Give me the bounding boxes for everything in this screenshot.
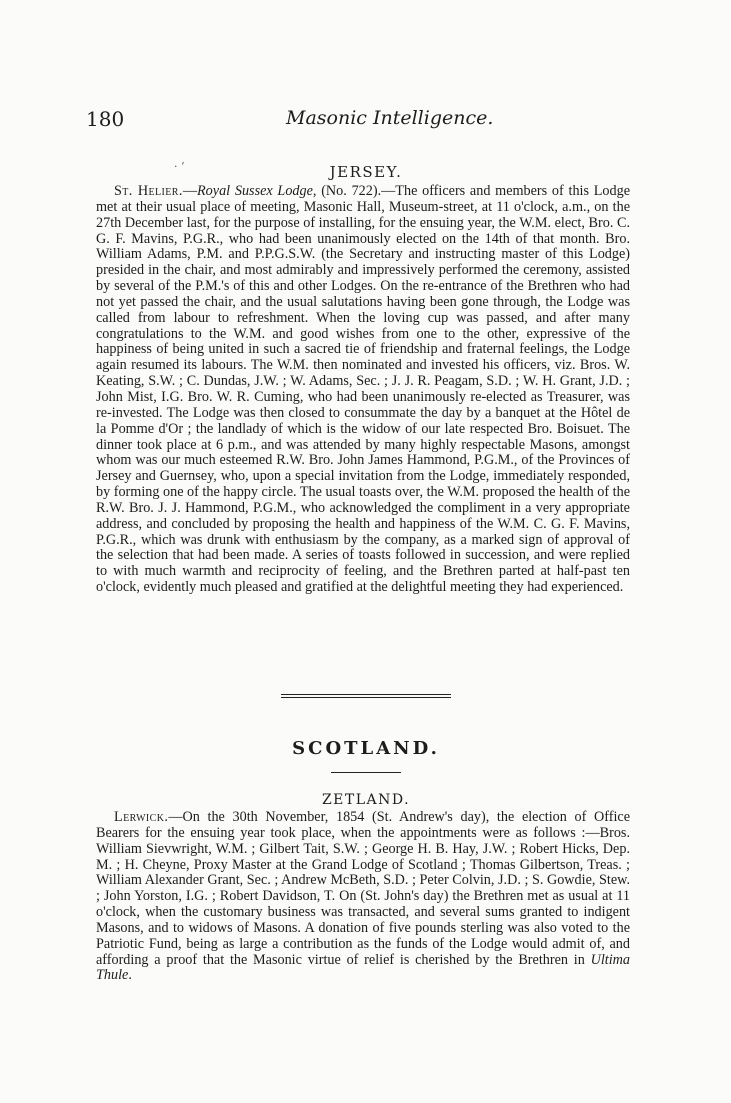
- zetland-italic-phrase: Ultima Thule: [96, 951, 630, 984]
- section-divider-top: [281, 694, 451, 695]
- zetland-body-text: —On the 30th November, 1854 (St. Andrew's day), the election of Office Bearers for the ensuing year took place, when the appointments were as follows :—Bros. William Sievwright, W.M. ; Gilbert Tait, S.W. ; George H. B. Hay, J.W. ; Robert Hicks, Dep. M. ; H. Cheyne, Proxy Master at the Grand Lodge of Scotland ; Thomas Gilbertson, Treas. ; William Alexander Grant, Sec. ; Andrew McBeth, S.D. ; Peter Colvin, J.D. ; S. Gowdie, Stew. ; John Yorston, I.G. ; Robert Davidson, T. On (St. John's day) the Brethren met as usual at 11 o'clock, when the customary business was transacted, and several sums granted to indigent Masons, and to widows of Masons. A donation of five pounds sterling was also voted to the Patriotic Fund, being as large a contribution as the funds of the Lodge would admit of, and affording a proof that the Masonic virtue of relief is cherished by the Brethren in: [96, 809, 630, 968]
- zetland-lead-place: Lerwick.: [114, 809, 169, 825]
- zetland-body-end: .: [128, 967, 132, 984]
- jersey-lead-dash: —: [182, 183, 198, 199]
- jersey-lead-place: St. Helier.: [114, 183, 183, 199]
- section-heading-zetland: ZETLAND.: [321, 792, 411, 808]
- zetland-paragraph: [96, 810, 630, 984]
- page-number: 180: [86, 107, 125, 131]
- page-header: [86, 107, 646, 133]
- subsection-divider: [331, 772, 401, 773]
- zetland-article: [96, 810, 630, 984]
- section-heading-scotland: SCOTLAND.: [292, 738, 440, 759]
- jersey-paragraph: [96, 184, 630, 596]
- jersey-lodge-name: Royal Sussex Lodge,: [197, 183, 317, 199]
- section-heading-jersey: JERSEY.: [329, 163, 403, 181]
- section-divider-bottom: [281, 697, 451, 698]
- running-title: Masonic Intelligence.: [286, 107, 494, 129]
- jersey-article: [96, 184, 630, 596]
- jersey-body-text: (No. 722).—The officers and members of this Lodge met at their usual place of meeting, Masonic Hall, Museum-street, at 11 o'clock, a.m., on the 27th December last, for the purpose of installing, for the ensuing year, the W.M. elect, Bro. C. G. F. Mavins, P.G.R., who had been unanimously elected on the 14th of that month. Bro. William Adams, P.M. and P.P.G.S.W. (the Secretary and instructing master of this Lodge) presided in the chair, and most admirably and impressively performed the ceremony, assisted by several of the P.M.'s of this and other Lodges. On the re-entrance of the Brethren who had not yet passed the chair, and the usual salutations having been gone through, the Lodge was called from labour to refreshment. When the loving cup was passed, and after many congratulations to the W.M. and good wishes from one to the other, expressive of the happiness of being united in such a sacred tie of friendship and fraternal feelings, the Lodge again resumed its labours. The W.M. then nominated and invested his officers, viz. Bros. W. Keating, S.W. ; C. Dundas, J.W. ; W. Adams, Sec. ; J. J. R. Peagam, S.D. ; W. H. Grant, J.D. ; John Mist, I.G. Bro. W. R. Cuming, who had been unanimously re-elected as Treasurer, was re-invested. The Lodge was then closed to consummate the day by a banquet at the Hôtel de la Pomme d'Or ; the landlady of which is the widow of our late respected Bro. Boisuet. The dinner took place at 6 p.m., and was attended by many highly respectable Masons, amongst whom was our much esteemed R.W. Bro. John James Hammond, P.G.M., of the Provinces of Jersey and Guernsey, who, upon a special invitation from the Lodge, immediately responded, by forming one of the happy circle. The usual toasts over, the W.M. proposed the health of the R.W. Bro. J. J. Hammond, P.G.M., who acknowledged the compliment in a very appropriate address, and concluded by proposing the health and happiness of the W.M. C. G. F. Mavins, P.G.R., which was drunk with enthusiasm by the company, as a marked sign of approval of the selection that had been made. A series of toasts followed in succession, and were replied to with much warmth and reciprocity of feeling, and the Brethren parted at half-past ten o'clock, evidently much pleased and gratified at the delightful meeting they had experienced.: [96, 183, 630, 596]
- stray-mark: · ‘: [174, 160, 185, 173]
